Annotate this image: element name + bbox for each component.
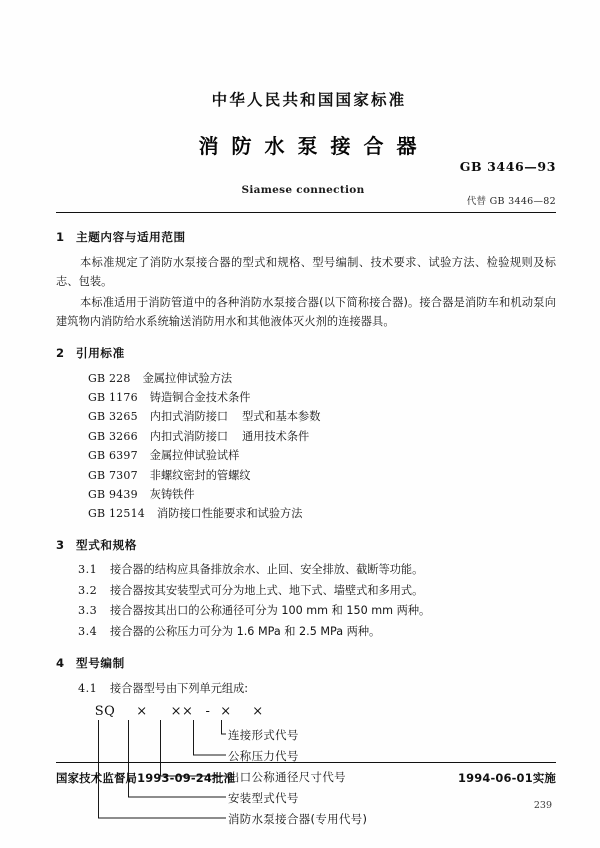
reference-code: GB 9439 — [88, 488, 138, 501]
list-item — [56, 446, 556, 465]
reference-code: GB 12514 — [88, 507, 145, 521]
clause-number: 3.1 — [78, 563, 98, 577]
list-item — [56, 427, 556, 446]
section-title-2: 引用标准 — [76, 345, 125, 360]
national-standard-title: 中华人民共和国国家标准 — [211, 91, 407, 109]
section-number-1: 1 — [56, 230, 65, 244]
reference-name: 金属拉伸试验方法 — [142, 371, 233, 385]
reference-subtitle: 型式和基本参数 — [242, 410, 321, 424]
section-heading-2 — [56, 344, 556, 364]
clause-text: 接合器型号由下列单元组成: — [110, 681, 249, 695]
list-item — [56, 407, 556, 426]
section-1-paragraph-1: 本标准规定了消防水泵接合器的型式和规格、型号编制、技术要求、试验方法、检验规则及标志、包装。 — [56, 255, 556, 289]
reference-code: GB 228 — [88, 371, 131, 385]
list-item — [56, 388, 556, 407]
footer-approval-text: 国家技术监督局1993-09-24批准 — [56, 771, 236, 785]
footer-effective-date: 1994-06-01实施 — [457, 771, 556, 785]
reference-code: GB 6397 — [88, 449, 138, 463]
reference-code: GB 3266 — [88, 429, 138, 443]
footer-divider — [56, 762, 556, 763]
clause-number: 3.2 — [78, 583, 98, 597]
standard-code: GB 3446—93 — [459, 159, 556, 174]
clause-text: 接合器按其出口的公称通径可分为 100 mm 和 150 mm 两种。 — [110, 604, 431, 618]
code-part-x4: × — [252, 704, 264, 720]
section-number-3: 3 — [56, 537, 65, 552]
code-part-x2: ×× — [170, 704, 194, 720]
section-title-4: 型号编制 — [76, 656, 125, 671]
list-item — [56, 466, 556, 485]
standard-replaces: 代替 GB 3446—82 — [466, 196, 556, 207]
section-title-3: 型式和规格 — [76, 537, 137, 552]
clause-text: 接合器按其安装型式可分为地上式、地下式、墙壁式和多用式。 — [110, 583, 424, 597]
section-number-4: 4 — [56, 656, 65, 671]
clause-number: 4.1 — [78, 681, 98, 695]
english-title: Siamese connection — [241, 184, 365, 196]
section-title-1: 主题内容与适用范围 — [76, 230, 186, 244]
reference-name: 金属拉伸试验试样 — [149, 449, 240, 463]
clause-text: 接合器的公称压力可分为 1.6 MPa 和 2.5 MPa 两种。 — [110, 624, 381, 638]
clause-4-1 — [78, 679, 556, 699]
section-number-2: 2 — [56, 345, 65, 360]
code-part-x3: × — [220, 704, 232, 720]
section-1-paragraph-2: 本标准适用于消防管道中的各种消防水泵接合器(以下简称接合器)。接合器是消防车和机动泵向建筑物内消防给水系统输送消防用水和其他液体灭火剂的连接器具。 — [56, 295, 556, 329]
list-item — [56, 504, 556, 523]
clause-number: 3.4 — [78, 624, 98, 638]
reference-subtitle: 通用技术条件 — [242, 429, 310, 443]
page-number: 239 — [533, 800, 552, 811]
code-part-prefix: SQ — [94, 704, 116, 720]
referenced-standards-list — [56, 369, 556, 524]
reference-name: 非螺纹密封的管螺纹 — [149, 468, 251, 482]
code-part-x1: × — [136, 704, 148, 720]
standard-header — [0, 88, 600, 207]
page-title: 消防水泵接合器 — [198, 134, 430, 158]
list-item — [56, 485, 556, 504]
clause-3-4 — [78, 622, 556, 642]
section-heading-1 — [56, 228, 556, 248]
reference-name: 铸造铜合金技术条件 — [149, 390, 251, 404]
list-item — [56, 369, 556, 388]
reference-name: 内扣式消防接口 — [149, 410, 229, 424]
reference-name: 灰铸铁件 — [149, 488, 195, 501]
reference-code: GB 7307 — [88, 468, 138, 482]
reference-code: GB 3265 — [88, 410, 138, 424]
clause-number: 3.3 — [78, 604, 98, 618]
clause-3-1 — [78, 560, 556, 580]
clause-3-2 — [78, 581, 556, 601]
section-heading-3 — [56, 536, 556, 556]
clause-3-3 — [78, 601, 556, 621]
diagram-label-connection-type: 连接形式代号 — [228, 728, 299, 743]
document-body — [56, 228, 556, 848]
clause-text: 接合器的结构应具备排放余水、止回、安全排放、截断等功能。 — [110, 563, 424, 577]
reference-name: 内扣式消防接口 — [149, 429, 229, 443]
diagram-label-outlet-diameter: 出口公称通径尺寸代号 — [228, 770, 346, 785]
reference-code: GB 1176 — [88, 390, 138, 404]
section-heading-4 — [56, 654, 556, 674]
header-divider — [56, 212, 556, 213]
diagram-label-product-code: 消防水泵接合器(专用代号) — [228, 812, 368, 827]
reference-name: 消防接口性能要求和试验方法 — [156, 507, 303, 521]
code-part-dash: - — [205, 704, 211, 720]
diagram-label-nominal-pressure: 公称压力代号 — [228, 749, 299, 764]
diagram-label-installation-type: 安装型式代号 — [228, 791, 299, 806]
